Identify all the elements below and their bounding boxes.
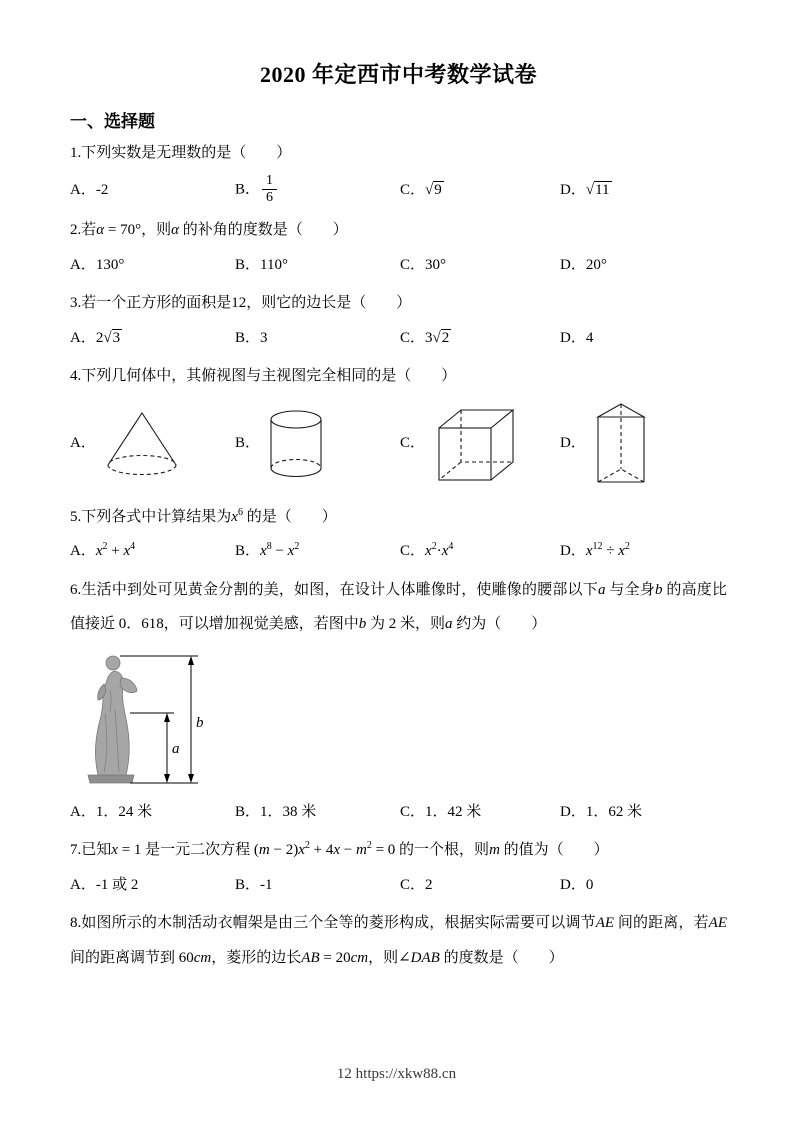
question-6-option-c: C．1．42 米 bbox=[400, 803, 482, 820]
question-5-option-a: A．$x^2 + x^4$ bbox=[70, 541, 136, 560]
question-1 bbox=[70, 136, 727, 209]
question-4-options bbox=[70, 400, 727, 488]
question-6-option-d: D．1．62 米 bbox=[560, 803, 643, 820]
arrowheads bbox=[164, 656, 194, 783]
question-7-option-b: B．-1 bbox=[235, 876, 273, 893]
question-2-option-b: B．110° bbox=[235, 256, 288, 273]
question-2-stem: 2.若α = 70°，则α 的补角的度数是（ ） bbox=[70, 222, 348, 239]
question-5-option-b: B．$x^8 - x^2$ bbox=[235, 541, 300, 560]
question-5-options bbox=[70, 534, 727, 569]
question-3-options bbox=[70, 321, 727, 356]
page-footer bbox=[0, 1066, 793, 1083]
question-3-stem: 3.若一个正方形的面积是12，则它的边长是（ ） bbox=[70, 295, 412, 312]
question-7 bbox=[70, 833, 727, 902]
question-4-option-a bbox=[70, 410, 235, 478]
question-4-option-b bbox=[235, 409, 400, 479]
label-a: a bbox=[172, 740, 180, 757]
question-6 bbox=[70, 573, 727, 830]
footer-text: 12 https://xkw88.cn bbox=[336, 1066, 457, 1082]
question-1-option-d: D．√11 bbox=[560, 181, 610, 198]
option-label-d: D． bbox=[560, 435, 586, 452]
content bbox=[70, 58, 727, 975]
question-7-options bbox=[70, 868, 727, 903]
question-3-option-d: D．4 bbox=[560, 329, 594, 346]
triangular-prism-figure bbox=[594, 400, 648, 488]
question-2-option-d: D．20° bbox=[560, 256, 607, 273]
question-6-option-b: B．1．38 米 bbox=[235, 803, 317, 820]
question-7-option-c: C．2 bbox=[400, 876, 433, 893]
question-3-option-c: C．3√2 bbox=[400, 329, 450, 346]
question-5-option-c: C．$x^2\cdot x^4$ bbox=[400, 541, 454, 560]
question-5-stem: 5.下列各式中计算结果为$x^6$ 的是（ ） bbox=[70, 506, 337, 525]
statue-drawing bbox=[88, 656, 137, 783]
option-label-a: A． bbox=[70, 435, 96, 452]
page-title: 2020 年定西市中考数学试卷 bbox=[259, 62, 537, 87]
question-1-option-c: C．√9 bbox=[400, 181, 442, 198]
question-6-options bbox=[70, 795, 727, 830]
section-heading: 一、选择题 bbox=[70, 112, 155, 131]
question-5-option-d: D．$x^{12} \div x^2$ bbox=[560, 541, 630, 560]
question-3-option-b: B．3 bbox=[235, 329, 268, 346]
question-2-option-c: C．30° bbox=[400, 256, 447, 273]
question-4-stem: 4.下列几何体中，其俯视图与主视图完全相同的是（ ） bbox=[70, 368, 457, 385]
question-1-option-a: A．-2 bbox=[70, 181, 109, 198]
question-8 bbox=[70, 906, 727, 975]
question-1-options bbox=[70, 171, 727, 210]
question-3 bbox=[70, 286, 727, 355]
question-3-option-a: A．2√3 bbox=[70, 329, 121, 346]
question-1-stem: 1.下列实数是无理数的是（ ） bbox=[70, 145, 292, 161]
question-4-option-c bbox=[400, 404, 560, 484]
question-4-option-d bbox=[560, 400, 727, 488]
question-7-option-d: D．0 bbox=[560, 876, 594, 893]
question-7-option-a: A．-1 或 2 bbox=[70, 876, 139, 893]
option-label-b: B． bbox=[235, 435, 261, 452]
question-2-option-a: A．130° bbox=[70, 256, 125, 273]
question-1-option-b: B． $\frac{1}{6}$ bbox=[235, 171, 400, 210]
measurement-arrows bbox=[120, 656, 198, 783]
question-2-options bbox=[70, 248, 727, 283]
question-5 bbox=[70, 500, 727, 569]
question-7-stem: 7.已知x = 1 是一元二次方程 $(m - 2)x^2 + 4x - m^2 = 0$ 的一个根，则m 的值为（ ） bbox=[70, 840, 609, 859]
cone-figure bbox=[104, 410, 180, 478]
cylinder-figure bbox=[268, 409, 324, 479]
question-2 bbox=[70, 213, 727, 282]
cube-figure bbox=[433, 404, 517, 484]
question-6-figure bbox=[74, 650, 727, 793]
question-4 bbox=[70, 359, 727, 488]
option-label-c: C． bbox=[400, 435, 426, 452]
question-6-stem: 6.生活中到处可见黄金分割的美，如图，在设计人体雕像时，使雕像的腰部以下a 与全身b 的高度比值接近 0．618，可以增加视觉美感，若图中b 为 2 米，则a 约为（ ） bbox=[70, 581, 727, 633]
question-6-option-a: A．1．24 米 bbox=[70, 803, 153, 820]
statue-figure bbox=[74, 650, 259, 788]
label-b: b bbox=[196, 714, 204, 731]
question-8-stem: 8.如图所示的木制活动衣帽架是由三个全等的菱形构成，根据实际需要可以调节AE 间的距离，若AE 间的距离调节到 60cm，菱形的边长AB = 20cm，则∠DAB 的度数是（ ） bbox=[70, 915, 727, 966]
